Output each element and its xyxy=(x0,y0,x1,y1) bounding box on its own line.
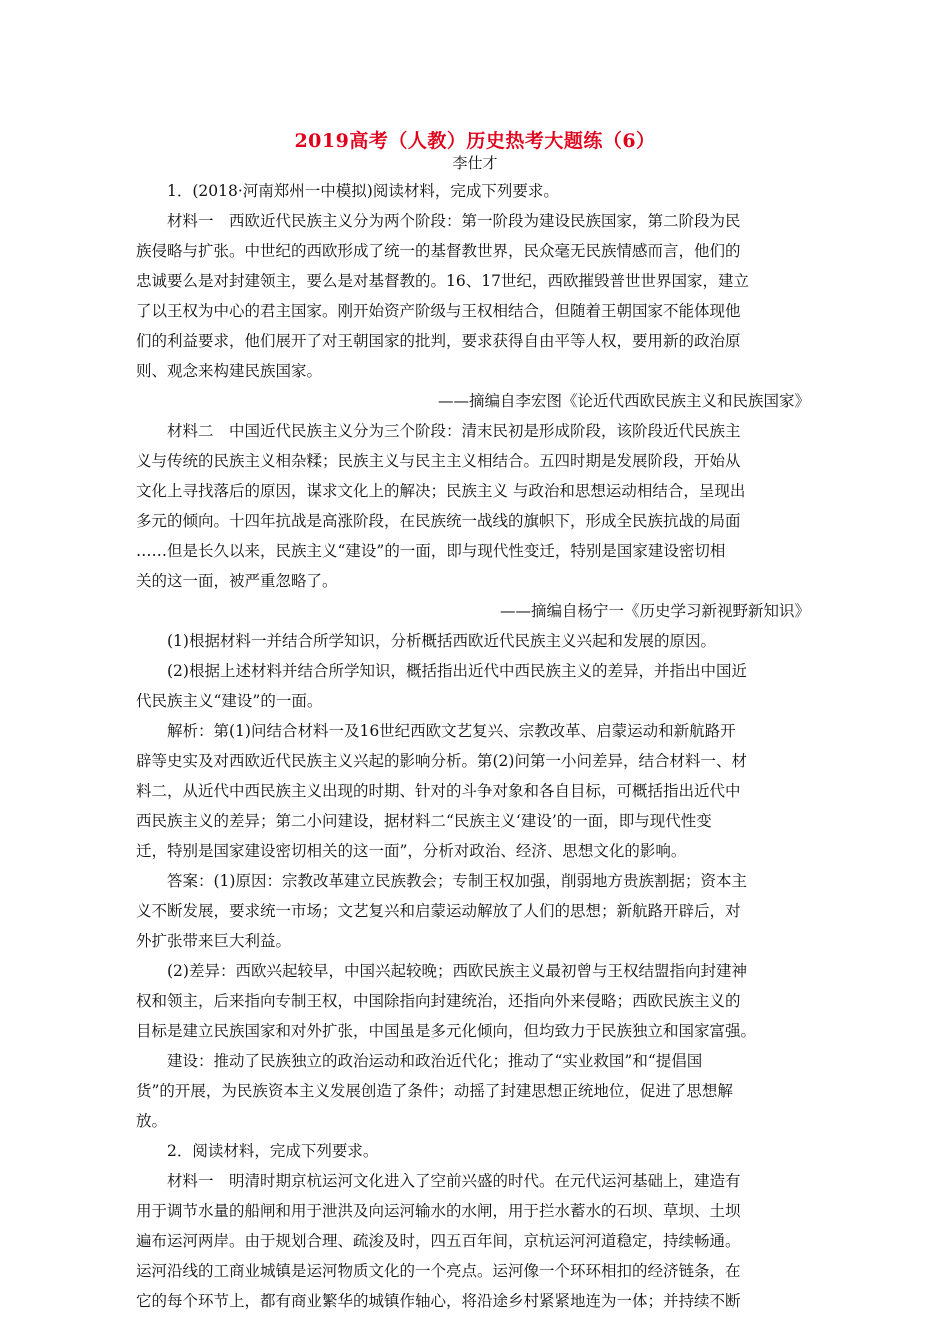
text-line: 货”的开展，为民族资本主义发展创造了条件；动摇了封建思想正统地位，促进了思想解 xyxy=(136,1082,733,1100)
text-line: ……但是长久以来，民族主义“建设”的一面，即与现代性变迁，特别是国家建设密切相 xyxy=(136,542,726,560)
text-line: 迁，特别是国家建设密切相关的这一面”，分析对政治、经济、思想文化的影响。 xyxy=(136,842,687,860)
text-line: 建设：推动了民族独立的政治运动和政治近代化；推动了“实业救国”和“提倡国 xyxy=(167,1052,703,1070)
text-line: 文化上寻找落后的原因，谋求文化上的解决；民族主义 与政治和思想运动相结合，呈现出 xyxy=(136,482,746,500)
text-line: (2)根据上述材料并结合所学知识，概括指出近代中西民族主义的差异，并指出中国近 xyxy=(167,662,747,680)
question-1-heading: 1．(2018·河南郑州一中模拟)阅读材料，完成下列要求。 xyxy=(167,182,559,200)
text-line: 放。 xyxy=(136,1112,168,1130)
text-line: 多元的倾向。十四年抗战是高涨阶段，在民族统一战线的旗帜下，形成全民族抗战的局面 xyxy=(136,512,741,530)
text-line: 则、观念来构建民族国家。 xyxy=(136,362,323,380)
text-line: 代民族主义“建设”的一面。 xyxy=(136,692,323,710)
author: 李仕才 xyxy=(452,154,498,172)
page-title: 2019高考（人教）历史热考大题练（6） xyxy=(294,130,656,152)
text-line: 关的这一面，被严重忽略了。 xyxy=(136,572,338,590)
text-line: 材料一 西欧近代民族主义分为两个阶段：第一阶段为建设民族国家，第二阶段为民 xyxy=(167,212,741,230)
text-line: 解析：第(1)问结合材料一及16世纪西欧文艺复兴、宗教改革、启蒙运动和新航路开 xyxy=(167,722,736,740)
text-line: 外扩张带来巨大利益。 xyxy=(136,932,292,950)
text-line: 答案：(1)原因：宗教改革建立民族教会；专制王权加强，削弱地方贵族割据；资本主 xyxy=(167,872,747,890)
text-line: 族侵略与扩张。中世纪的西欧形成了统一的基督教世界，民众毫无民族情感而言，他们的 xyxy=(136,242,741,260)
source-citation: ——摘编自李宏图《论近代西欧民族主义和民族国家》 xyxy=(437,392,810,410)
text-line: 料二，从近代中西民族主义出现的时期、针对的斗争对象和各自目标，可概括指出近代中 xyxy=(136,782,741,800)
text-line: (1)根据材料一并结合所学知识，分析概括西欧近代民族主义兴起和发展的原因。 xyxy=(167,632,716,650)
text-line: 忠诚要么是对封建领主，要么是对基督教的。16、17世纪，西欧摧毁普世世界国家，建立 xyxy=(136,272,749,290)
text-line: 材料二 中国近代民族主义分为三个阶段：清末民初是形成阶段，该阶段近代民族主 xyxy=(167,422,741,440)
text-line: 辟等史实及对西欧近代民族主义兴起的影响分析。第(2)问第一小问差异，结合材料一、材 xyxy=(136,752,747,770)
text-line: 义不断发展，要求统一市场；文艺复兴和启蒙运动解放了人们的思想；新航路开辟后，对 xyxy=(136,902,741,920)
text-line: 用于调节水量的船闸和用于泄洪及向运河输水的水闸，用于拦水蓄水的石坝、草坝、土坝 xyxy=(136,1202,741,1220)
text-line: 西民族主义的差异；第二小问建设，据材料二“民族主义‘建设’的一面，即与现代性变 xyxy=(136,812,712,830)
source-citation: ——摘编自杨宁一《历史学习新视野新知识》 xyxy=(499,602,810,620)
text-line: 遍布运河两岸。由于规划合理、疏浚及时，四五百年间，京杭运河河道稳定，持续畅通。 xyxy=(136,1232,741,1250)
text-line: 权和领主，后来指向专制王权，中国除指向封建统治，还指向外来侵略；西欧民族主义的 xyxy=(136,992,741,1010)
text-line: 它的每个环节上，都有商业繁华的城镇作轴心，将沿途乡村紧紧地连为一体；并持续不断 xyxy=(136,1292,741,1310)
text-line: 目标是建立民族国家和对外扩张，中国虽是多元化倾向，但均致力于民族独立和国家富强。 xyxy=(136,1022,757,1040)
document-body xyxy=(136,176,810,1316)
question-2-heading: 2．阅读材料，完成下列要求。 xyxy=(167,1142,379,1160)
text-line: 义与传统的民族主义相杂糅；民族主义与民主主义相结合。五四时期是发展阶段，开始从 xyxy=(136,452,741,470)
text-line: (2)差异：西欧兴起较早，中国兴起较晚；西欧民族主义最初曾与王权结盟指向封建神 xyxy=(167,962,747,980)
text-line: 运河沿线的工商业城镇是运河物质文化的一个亮点。运河像一个环环相扣的经济链条，在 xyxy=(136,1262,741,1280)
text-line: 材料一 明清时期京杭运河文化进入了空前兴盛的时代。在元代运河基础上，建造有 xyxy=(167,1172,741,1190)
text-line: 了以王权为中心的君主国家。刚开始资产阶级与王权相结合，但随着王朝国家不能体现他 xyxy=(136,302,741,320)
text-line: 们的利益要求，他们展开了对王朝国家的批判，要求获得自由平等人权，要用新的政治原 xyxy=(136,332,741,350)
